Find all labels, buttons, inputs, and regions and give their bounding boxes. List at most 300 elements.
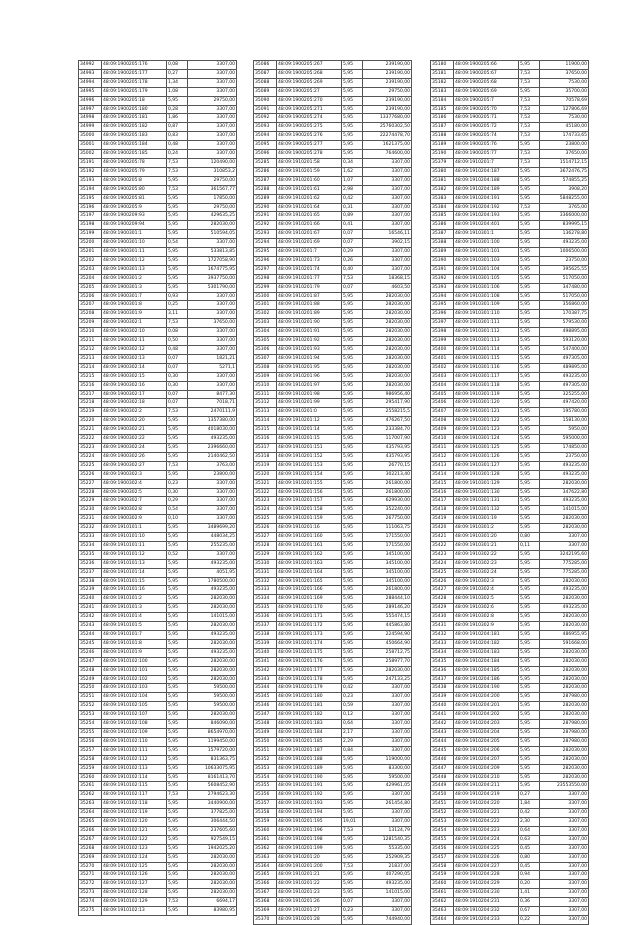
rate-value: 1,07 bbox=[342, 176, 363, 185]
row-number: 35387 bbox=[431, 230, 454, 239]
cadastral-number: 48:09:1910201:98 bbox=[277, 390, 342, 399]
cadastral-number: 48:09:1910204:209 bbox=[454, 764, 519, 773]
amount-value: 282030,00 bbox=[188, 221, 237, 230]
amount-value: 258977,70 bbox=[363, 657, 412, 666]
rate-value: 0,26 bbox=[342, 256, 363, 265]
table-row bbox=[431, 274, 589, 283]
rate-value: 5,95 bbox=[519, 319, 540, 328]
rate-value: 0,42 bbox=[342, 684, 363, 693]
amount-value: 3307,00 bbox=[188, 239, 237, 248]
amount-value: 347480,00 bbox=[540, 283, 589, 292]
table-row bbox=[254, 818, 412, 827]
table-row bbox=[254, 524, 412, 533]
row-number: 35444 bbox=[431, 737, 454, 746]
row-number: 35307 bbox=[254, 354, 277, 363]
table-row bbox=[431, 907, 589, 916]
amount-value: 3937750,00 bbox=[188, 274, 237, 283]
table-row bbox=[254, 541, 412, 550]
cadastral-number: 48:09:1910301:100 bbox=[454, 239, 519, 248]
rate-value: 0,23 bbox=[167, 479, 188, 488]
row-number: 35207 bbox=[79, 301, 102, 310]
table-row bbox=[79, 862, 237, 871]
amount-value: 282030,00 bbox=[363, 292, 412, 301]
table-row bbox=[431, 880, 589, 889]
rate-value: 7,53 bbox=[167, 167, 188, 176]
row-number: 35230 bbox=[79, 506, 102, 515]
row-number: 35332 bbox=[254, 577, 277, 586]
amount-value: 29750,00 bbox=[363, 87, 412, 96]
rate-value: 0,30 bbox=[167, 381, 188, 390]
table-row bbox=[79, 346, 237, 355]
cadastral-number: 48:09:1900205:67 bbox=[454, 69, 519, 78]
amount-value: 170387,75 bbox=[540, 310, 589, 319]
amount-value: 435793,95 bbox=[363, 443, 412, 452]
cadastral-number: 48:09:1910204:182 bbox=[454, 639, 519, 648]
amount-value: 37650,00 bbox=[188, 319, 237, 328]
cadastral-number: 48:09:1910201:15 bbox=[277, 435, 342, 444]
row-number: 35300 bbox=[254, 292, 277, 301]
table-row bbox=[431, 782, 589, 791]
amount-value: 3307,00 bbox=[363, 702, 412, 711]
cadastral-number: 48:09:1910101:14 bbox=[102, 568, 167, 577]
rate-value: 7,53 bbox=[519, 105, 540, 114]
rate-value: 5,95 bbox=[519, 372, 540, 381]
cadastral-number: 48:09:1910201:59 bbox=[277, 167, 342, 176]
cadastral-number: 48:09:1910201:187 bbox=[277, 746, 342, 755]
amount-value: 1579720,00 bbox=[188, 746, 237, 755]
cadastral-number: 48:09:1900205:184 bbox=[102, 141, 167, 150]
rate-value: 0,07 bbox=[342, 898, 363, 907]
rate-value: 5,95 bbox=[342, 577, 363, 586]
cadastral-number: 48:09:1900301:10 bbox=[102, 239, 167, 248]
amount-value: 3307,00 bbox=[540, 800, 589, 809]
table-row bbox=[79, 613, 237, 622]
amount-value: 1514712,15 bbox=[540, 158, 589, 167]
cadastral-number: 48:09:1910101:13 bbox=[102, 559, 167, 568]
amount-value: 282030,00 bbox=[188, 666, 237, 675]
rate-value: 5,95 bbox=[167, 711, 188, 720]
cadastral-number: 48:09:1900205:9 bbox=[102, 203, 167, 212]
row-number: 35335 bbox=[254, 604, 277, 613]
rate-value: 5,95 bbox=[342, 141, 363, 150]
amount-value: 289146,20 bbox=[363, 604, 412, 613]
amount-value: 3307,00 bbox=[188, 479, 237, 488]
rate-value: 5,95 bbox=[342, 497, 363, 506]
cadastral-number: 48:09:1910301:113 bbox=[454, 337, 519, 346]
cadastral-number: 48:09:1900302:11 bbox=[102, 337, 167, 346]
table-row bbox=[254, 105, 412, 114]
amount-value: 282030,00 bbox=[540, 479, 589, 488]
table-row bbox=[79, 328, 237, 337]
rate-value: 5,95 bbox=[167, 907, 188, 916]
table-column-3 bbox=[430, 60, 589, 925]
row-number: 35331 bbox=[254, 568, 277, 577]
amount-value: 517050,00 bbox=[540, 274, 589, 283]
rate-value: 5,95 bbox=[342, 639, 363, 648]
rate-value: 0,07 bbox=[167, 354, 188, 363]
table-row bbox=[79, 78, 237, 87]
cadastral-number: 48:09:1910204:204 bbox=[454, 728, 519, 737]
amount-value: 255235,00 bbox=[188, 541, 237, 550]
cadastral-number: 48:09:1910301:119 bbox=[454, 390, 519, 399]
rate-value: 5,95 bbox=[342, 461, 363, 470]
rate-value: 5,95 bbox=[167, 835, 188, 844]
rate-value: 5,95 bbox=[342, 69, 363, 78]
table-row bbox=[254, 604, 412, 613]
table-row bbox=[431, 604, 589, 613]
table-row bbox=[254, 319, 412, 328]
row-number: 35415 bbox=[431, 479, 454, 488]
row-number: 35357 bbox=[254, 800, 277, 809]
rate-value: 5,95 bbox=[167, 728, 188, 737]
rate-value: 0,28 bbox=[167, 105, 188, 114]
cadastral-number: 48:09:1910302:4 bbox=[454, 586, 519, 595]
row-number: 35182 bbox=[431, 78, 454, 87]
row-number: 35420 bbox=[431, 524, 454, 533]
rate-value: 5,95 bbox=[519, 256, 540, 265]
amount-value: 282030,00 bbox=[188, 862, 237, 871]
table-row bbox=[431, 586, 589, 595]
amount-value: 141015,00 bbox=[363, 889, 412, 898]
table-row bbox=[79, 69, 237, 78]
cadastral-number: 48:09:1910201:184 bbox=[277, 728, 342, 737]
amount-value: 282030,00 bbox=[363, 301, 412, 310]
amount-value: 7018,71 bbox=[188, 399, 237, 408]
cadastral-number: 48:09:1910201:65 bbox=[277, 212, 342, 221]
amount-value: 141015,00 bbox=[188, 613, 237, 622]
row-number: 35195 bbox=[79, 194, 102, 203]
rate-value: 5,95 bbox=[519, 417, 540, 426]
row-number: 35417 bbox=[431, 497, 454, 506]
cadastral-number: 48:09:1900205:77 bbox=[454, 150, 519, 159]
table-row bbox=[254, 737, 412, 746]
table-row bbox=[254, 292, 412, 301]
row-number: 35001 bbox=[79, 141, 102, 150]
amount-value: 282030,00 bbox=[540, 764, 589, 773]
amount-value: 258712,75 bbox=[363, 648, 412, 657]
cadastral-number: 48:09:1910201:27 bbox=[277, 907, 342, 916]
table-row bbox=[254, 488, 412, 497]
rate-value: 5,95 bbox=[519, 728, 540, 737]
cadastral-number: 48:09:1900301:3 bbox=[102, 283, 167, 292]
row-number: 35327 bbox=[254, 533, 277, 542]
amount-value: 395625,55 bbox=[540, 265, 589, 274]
row-number: 35440 bbox=[431, 702, 454, 711]
amount-value: 345100,00 bbox=[363, 568, 412, 577]
cadastral-number: 48:09:1900301:1 bbox=[102, 230, 167, 239]
row-number: 35431 bbox=[431, 622, 454, 631]
amount-value: 3765,00 bbox=[540, 203, 589, 212]
row-number: 35410 bbox=[431, 435, 454, 444]
row-number: 35212 bbox=[79, 346, 102, 355]
row-number: 35315 bbox=[254, 426, 277, 435]
rate-value: 5,95 bbox=[342, 417, 363, 426]
cadastral-number: 48:09:1910204:228 bbox=[454, 871, 519, 880]
rate-value: 5,95 bbox=[167, 248, 188, 257]
cadastral-number: 48:09:1910204:205 bbox=[454, 737, 519, 746]
table-row bbox=[431, 648, 589, 657]
amount-value: 3307,00 bbox=[188, 61, 237, 70]
table-row bbox=[254, 809, 412, 818]
amount-value: 445863,80 bbox=[363, 622, 412, 631]
amount-value: 493235,00 bbox=[188, 648, 237, 657]
rate-value: 5,95 bbox=[342, 916, 363, 925]
table-row bbox=[431, 372, 589, 381]
cadastral-number: 48:09:1900205:183 bbox=[102, 132, 167, 141]
table-row bbox=[254, 265, 412, 274]
cadastral-number: 48:09:1910201:58 bbox=[277, 158, 342, 167]
rate-value: 5,95 bbox=[342, 533, 363, 542]
amount-value: 3307,00 bbox=[540, 818, 589, 827]
cadastral-number: 48:09:1910301:106 bbox=[454, 283, 519, 292]
row-number: 35191 bbox=[79, 158, 102, 167]
amount-value: 361567,77 bbox=[188, 185, 237, 194]
amount-value: 493235,00 bbox=[540, 604, 589, 613]
table-row bbox=[431, 212, 589, 221]
cadastral-number: 48:09:1910204:401 bbox=[454, 221, 519, 230]
rate-value: 0,94 bbox=[519, 871, 540, 880]
table-row bbox=[254, 212, 412, 221]
cadastral-number: 48:09:1900302:12 bbox=[102, 346, 167, 355]
cadastral-number: 48:09:1910201:175 bbox=[277, 648, 342, 657]
cadastral-number: 48:09:1910201:151 bbox=[277, 443, 342, 452]
row-number: 35447 bbox=[431, 764, 454, 773]
amount-value: 3307,00 bbox=[540, 541, 589, 550]
table-row bbox=[79, 818, 237, 827]
amount-value: 239190,00 bbox=[363, 78, 412, 87]
rate-value: 5,95 bbox=[167, 613, 188, 622]
cadastral-number: 48:09:1910204:189 bbox=[454, 185, 519, 194]
row-number: 35421 bbox=[431, 533, 454, 542]
row-number: 35245 bbox=[79, 639, 102, 648]
table-row bbox=[79, 150, 237, 159]
row-number: 35264 bbox=[79, 809, 102, 818]
row-number: 35439 bbox=[431, 693, 454, 702]
amount-value: 1621375,00 bbox=[363, 141, 412, 150]
row-number: 35404 bbox=[431, 381, 454, 390]
cadastral-number: 48:09:1910201:200 bbox=[277, 862, 342, 871]
cadastral-number: 48:09:1910201:183 bbox=[277, 720, 342, 729]
amount-value: 3307,00 bbox=[540, 826, 589, 835]
amount-value: 282030,00 bbox=[540, 675, 589, 684]
cadastral-number: 48:09:1910201:88 bbox=[277, 301, 342, 310]
rate-value: 0,29 bbox=[167, 497, 188, 506]
amount-value: 282030,00 bbox=[540, 515, 589, 524]
rate-value: 5,95 bbox=[342, 292, 363, 301]
table-row bbox=[79, 791, 237, 800]
table-row bbox=[79, 595, 237, 604]
rate-value: 5,95 bbox=[167, 230, 188, 239]
cadastral-number: 48:09:1910102:111 bbox=[102, 746, 167, 755]
row-number: 35229 bbox=[79, 497, 102, 506]
rate-value: 0,22 bbox=[519, 916, 540, 925]
cadastral-number: 48:09:1910301:116 bbox=[454, 363, 519, 372]
row-number: 35345 bbox=[254, 693, 277, 702]
amount-value: 497305,00 bbox=[540, 354, 589, 363]
rate-value: 5,95 bbox=[167, 283, 188, 292]
table-row bbox=[431, 141, 589, 150]
rate-value: 0,07 bbox=[167, 363, 188, 372]
rate-value: 5,95 bbox=[519, 390, 540, 399]
row-number: 35236 bbox=[79, 559, 102, 568]
row-number: 35414 bbox=[431, 470, 454, 479]
cadastral-number: 48:09:1910301:20 bbox=[454, 533, 519, 542]
table-row bbox=[79, 274, 237, 283]
rate-value: 5,95 bbox=[519, 354, 540, 363]
cadastral-number: 48:09:1900205:270 bbox=[277, 96, 342, 105]
table-row bbox=[79, 755, 237, 764]
table-row bbox=[79, 568, 237, 577]
cadastral-number: 48:09:1910204:227 bbox=[454, 862, 519, 871]
row-number: 35292 bbox=[254, 221, 277, 230]
row-number: 35222 bbox=[79, 435, 102, 444]
amount-value: 3307,00 bbox=[363, 248, 412, 257]
rate-value: 0,63 bbox=[519, 835, 540, 844]
amount-value: 136278,80 bbox=[540, 230, 589, 239]
table-row bbox=[431, 381, 589, 390]
amount-value: 287980,00 bbox=[540, 728, 589, 737]
table-row bbox=[431, 746, 589, 755]
cadastral-number: 48:09:1910102:119 bbox=[102, 809, 167, 818]
cadastral-number: 48:09:1910302:22 bbox=[454, 550, 519, 559]
row-number: 35320 bbox=[254, 470, 277, 479]
rate-value: 1,62 bbox=[342, 167, 363, 176]
cadastral-number: 48:09:1910301:19 bbox=[454, 515, 519, 524]
cadastral-number: 48:09:1910101:2 bbox=[102, 595, 167, 604]
cadastral-number: 48:09:1900302:18 bbox=[102, 399, 167, 408]
amount-value: 23750,00 bbox=[540, 452, 589, 461]
amount-value: 4603,50 bbox=[363, 283, 412, 292]
table-row bbox=[79, 826, 237, 835]
table-row bbox=[254, 150, 412, 159]
cadastral-number: 48:09:1900302:3 bbox=[102, 470, 167, 479]
cadastral-number: 48:09:1910201:66 bbox=[277, 221, 342, 230]
cadastral-number: 48:09:1900209:94 bbox=[102, 221, 167, 230]
row-number: 35454 bbox=[431, 826, 454, 835]
row-number: 35446 bbox=[431, 755, 454, 764]
row-number: 35358 bbox=[254, 809, 277, 818]
rate-value: 5,95 bbox=[342, 595, 363, 604]
row-number: 35340 bbox=[254, 648, 277, 657]
cadastral-number: 48:09:1910204:190 bbox=[454, 684, 519, 693]
table-row bbox=[431, 479, 589, 488]
rate-value: 19,01 bbox=[342, 818, 363, 827]
rate-value: 0,48 bbox=[167, 141, 188, 150]
rate-value: 5,95 bbox=[519, 639, 540, 648]
amount-value: 2794623,30 bbox=[188, 791, 237, 800]
table-row bbox=[254, 114, 412, 123]
cadastral-number: 48:09:1910201:161 bbox=[277, 541, 342, 550]
cadastral-number: 48:09:1900302:5 bbox=[102, 488, 167, 497]
table-row bbox=[254, 96, 412, 105]
rate-value: 0,42 bbox=[519, 809, 540, 818]
cadastral-number: 48:09:1910201:179 bbox=[277, 684, 342, 693]
amount-value: 13124,79 bbox=[363, 826, 412, 835]
row-number: 35336 bbox=[254, 613, 277, 622]
cadastral-number: 48:09:1910301:111 bbox=[454, 319, 519, 328]
cadastral-number: 48:09:1910302:3 bbox=[454, 577, 519, 586]
row-number: 35347 bbox=[254, 711, 277, 720]
table-row bbox=[431, 114, 589, 123]
table-row bbox=[254, 443, 412, 452]
rate-value: 5,95 bbox=[342, 426, 363, 435]
cadastral-number: 48:09:1910301:123 bbox=[454, 426, 519, 435]
table-row bbox=[431, 533, 589, 542]
table-row bbox=[79, 435, 237, 444]
row-number: 35330 bbox=[254, 559, 277, 568]
table-row bbox=[431, 390, 589, 399]
amount-value: 59500,00 bbox=[188, 693, 237, 702]
rate-value: 7,53 bbox=[519, 132, 540, 141]
row-number: 35343 bbox=[254, 675, 277, 684]
row-number: 35205 bbox=[79, 283, 102, 292]
rate-value: 0,29 bbox=[342, 248, 363, 257]
rate-value: 5,95 bbox=[167, 871, 188, 880]
cadastral-number: 48:09:1910204:203 bbox=[454, 720, 519, 729]
rate-value: 5,95 bbox=[342, 310, 363, 319]
row-number: 35364 bbox=[254, 862, 277, 871]
rate-value: 5,95 bbox=[519, 479, 540, 488]
table-row bbox=[254, 773, 412, 782]
cadastral-number: 48:09:1900205:267 bbox=[277, 61, 342, 70]
amount-value: 261800,00 bbox=[363, 488, 412, 497]
row-number: 35359 bbox=[254, 818, 277, 827]
table-row bbox=[79, 773, 237, 782]
cadastral-number: 48:09:1910204:200 bbox=[454, 693, 519, 702]
row-number: 35237 bbox=[79, 568, 102, 577]
rate-value: 7,53 bbox=[342, 862, 363, 871]
cadastral-number: 48:09:1910204:207 bbox=[454, 755, 519, 764]
amount-value: 3307,00 bbox=[540, 791, 589, 800]
rate-value: 5,95 bbox=[167, 666, 188, 675]
amount-value: 3307,00 bbox=[363, 212, 412, 221]
amount-value: 3489699,20 bbox=[188, 524, 237, 533]
table-row bbox=[431, 283, 589, 292]
rate-value: 5,95 bbox=[342, 372, 363, 381]
cadastral-number: 48:09:1910204:232 bbox=[454, 907, 519, 916]
row-number: 35457 bbox=[431, 853, 454, 862]
cadastral-number: 48:09:1910204:193 bbox=[454, 212, 519, 221]
table-row bbox=[254, 515, 412, 524]
amount-value: 831363,75 bbox=[188, 755, 237, 764]
row-number: 35269 bbox=[79, 853, 102, 862]
rate-value: 5,95 bbox=[342, 515, 363, 524]
rate-value: 5,95 bbox=[342, 755, 363, 764]
cadastral-number: 48:09:1910201:182 bbox=[277, 711, 342, 720]
row-number: 34993 bbox=[79, 69, 102, 78]
row-number: 35293 bbox=[254, 230, 277, 239]
row-number: 35192 bbox=[79, 167, 102, 176]
cadastral-number: 48:09:1910201:166 bbox=[277, 586, 342, 595]
cadastral-number: 48:09:1910102:105 bbox=[102, 702, 167, 711]
table-row bbox=[254, 889, 412, 898]
rate-value: 5,95 bbox=[519, 265, 540, 274]
cadastral-number: 48:09:1910101:8 bbox=[102, 639, 167, 648]
row-number: 35401 bbox=[431, 354, 454, 363]
table-row bbox=[431, 818, 589, 827]
table-row bbox=[254, 853, 412, 862]
row-number: 35369 bbox=[254, 907, 277, 916]
table-row bbox=[79, 764, 237, 773]
row-number: 35235 bbox=[79, 550, 102, 559]
rate-value: 7,53 bbox=[342, 826, 363, 835]
table-row bbox=[431, 871, 589, 880]
table-row bbox=[254, 87, 412, 96]
rate-value: 5,95 bbox=[519, 363, 540, 372]
row-number: 35215 bbox=[79, 372, 102, 381]
row-number: 35426 bbox=[431, 577, 454, 586]
amount-value: 775285,00 bbox=[540, 559, 589, 568]
